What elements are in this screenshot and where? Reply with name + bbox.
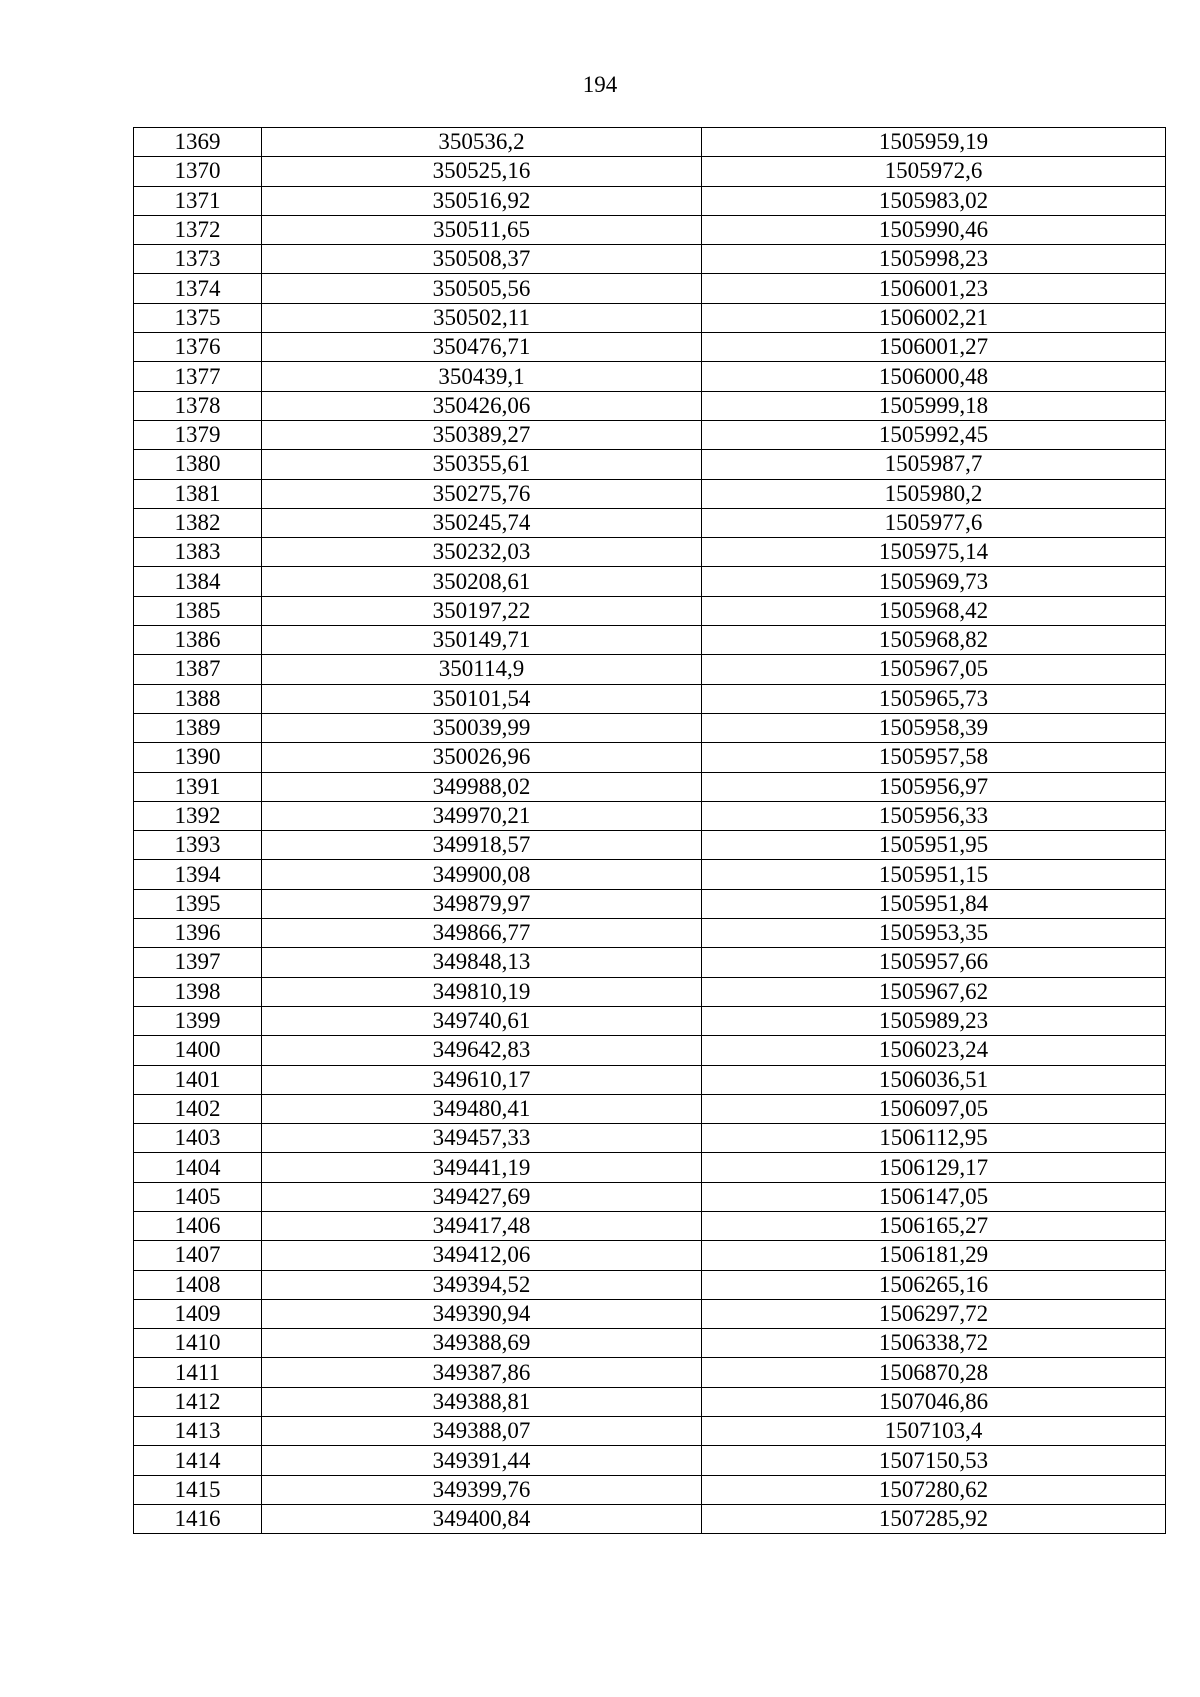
y-coordinate-cell: 1506870,28	[702, 1358, 1166, 1387]
x-coordinate-cell: 349900,08	[262, 860, 702, 889]
point-number-cell: 1413	[134, 1417, 262, 1446]
x-coordinate-cell: 350101,54	[262, 684, 702, 713]
x-coordinate-cell: 350426,06	[262, 391, 702, 420]
point-number-cell: 1396	[134, 919, 262, 948]
y-coordinate-cell: 1505968,82	[702, 626, 1166, 655]
x-coordinate-cell: 350026,96	[262, 743, 702, 772]
point-number-cell: 1397	[134, 948, 262, 977]
table-row	[134, 420, 1166, 449]
point-number-cell: 1389	[134, 713, 262, 742]
x-coordinate-cell: 350232,03	[262, 538, 702, 567]
y-coordinate-cell: 1505992,45	[702, 420, 1166, 449]
x-coordinate-cell: 349417,48	[262, 1211, 702, 1240]
x-coordinate-cell: 349394,52	[262, 1270, 702, 1299]
point-number-cell: 1403	[134, 1124, 262, 1153]
x-coordinate-cell: 350114,9	[262, 655, 702, 684]
x-coordinate-cell: 349879,97	[262, 889, 702, 918]
y-coordinate-cell: 1506000,48	[702, 362, 1166, 391]
y-coordinate-cell: 1505968,42	[702, 596, 1166, 625]
table-row	[134, 626, 1166, 655]
point-number-cell: 1415	[134, 1475, 262, 1504]
point-number-cell: 1401	[134, 1065, 262, 1094]
point-number-cell: 1400	[134, 1036, 262, 1065]
point-number-cell: 1381	[134, 479, 262, 508]
y-coordinate-cell: 1506001,23	[702, 274, 1166, 303]
y-coordinate-cell: 1507103,4	[702, 1417, 1166, 1446]
y-coordinate-cell: 1505951,15	[702, 860, 1166, 889]
x-coordinate-cell: 350245,74	[262, 508, 702, 537]
table-row	[134, 1299, 1166, 1328]
table-row	[134, 713, 1166, 742]
y-coordinate-cell: 1505965,73	[702, 684, 1166, 713]
y-coordinate-cell: 1507280,62	[702, 1475, 1166, 1504]
x-coordinate-cell: 349400,84	[262, 1504, 702, 1533]
table-row	[134, 596, 1166, 625]
y-coordinate-cell: 1505998,23	[702, 245, 1166, 274]
x-coordinate-cell: 350039,99	[262, 713, 702, 742]
point-number-cell: 1392	[134, 801, 262, 830]
table-row	[134, 1358, 1166, 1387]
y-coordinate-cell: 1505969,73	[702, 567, 1166, 596]
table-row	[134, 889, 1166, 918]
x-coordinate-cell: 350197,22	[262, 596, 702, 625]
y-coordinate-cell: 1505999,18	[702, 391, 1166, 420]
x-coordinate-cell: 349388,69	[262, 1329, 702, 1358]
point-number-cell: 1374	[134, 274, 262, 303]
x-coordinate-cell: 350511,65	[262, 215, 702, 244]
x-coordinate-cell: 349988,02	[262, 772, 702, 801]
point-number-cell: 1377	[134, 362, 262, 391]
table-row	[134, 948, 1166, 977]
x-coordinate-cell: 350149,71	[262, 626, 702, 655]
point-number-cell: 1404	[134, 1153, 262, 1182]
y-coordinate-cell: 1505956,97	[702, 772, 1166, 801]
point-number-cell: 1370	[134, 157, 262, 186]
x-coordinate-cell: 349412,06	[262, 1241, 702, 1270]
table-row	[134, 743, 1166, 772]
table-row	[134, 186, 1166, 215]
point-number-cell: 1371	[134, 186, 262, 215]
x-coordinate-cell: 350439,1	[262, 362, 702, 391]
point-number-cell: 1379	[134, 420, 262, 449]
y-coordinate-cell: 1505951,95	[702, 831, 1166, 860]
point-number-cell: 1411	[134, 1358, 262, 1387]
point-number-cell: 1416	[134, 1504, 262, 1533]
x-coordinate-cell: 349642,83	[262, 1036, 702, 1065]
table-row	[134, 1417, 1166, 1446]
x-coordinate-cell: 349970,21	[262, 801, 702, 830]
table-row	[134, 245, 1166, 274]
table-row	[134, 801, 1166, 830]
table-row	[134, 508, 1166, 537]
point-number-cell: 1373	[134, 245, 262, 274]
point-number-cell: 1386	[134, 626, 262, 655]
table-row	[134, 1036, 1166, 1065]
table-row	[134, 303, 1166, 332]
y-coordinate-cell: 1506297,72	[702, 1299, 1166, 1328]
y-coordinate-cell: 1507285,92	[702, 1504, 1166, 1533]
x-coordinate-cell: 349457,33	[262, 1124, 702, 1153]
y-coordinate-cell: 1505977,6	[702, 508, 1166, 537]
table-row	[134, 1475, 1166, 1504]
x-coordinate-cell: 349391,44	[262, 1446, 702, 1475]
x-coordinate-cell: 350275,76	[262, 479, 702, 508]
y-coordinate-cell: 1505983,02	[702, 186, 1166, 215]
point-number-cell: 1409	[134, 1299, 262, 1328]
x-coordinate-cell: 349399,76	[262, 1475, 702, 1504]
point-number-cell: 1372	[134, 215, 262, 244]
y-coordinate-cell: 1506036,51	[702, 1065, 1166, 1094]
x-coordinate-cell: 349390,94	[262, 1299, 702, 1328]
x-coordinate-cell: 350536,2	[262, 128, 702, 157]
table-row	[134, 479, 1166, 508]
y-coordinate-cell: 1505967,05	[702, 655, 1166, 684]
point-number-cell: 1375	[134, 303, 262, 332]
table-row	[134, 684, 1166, 713]
y-coordinate-cell: 1506181,29	[702, 1241, 1166, 1270]
table-row	[134, 655, 1166, 684]
y-coordinate-cell: 1505958,39	[702, 713, 1166, 742]
x-coordinate-cell: 349610,17	[262, 1065, 702, 1094]
point-number-cell: 1378	[134, 391, 262, 420]
point-number-cell: 1383	[134, 538, 262, 567]
y-coordinate-cell: 1505967,62	[702, 977, 1166, 1006]
table-row	[134, 1006, 1166, 1035]
x-coordinate-cell: 349387,86	[262, 1358, 702, 1387]
x-coordinate-cell: 349740,61	[262, 1006, 702, 1035]
coordinates-table	[133, 127, 1166, 1534]
y-coordinate-cell: 1505989,23	[702, 1006, 1166, 1035]
point-number-cell: 1376	[134, 333, 262, 362]
point-number-cell: 1369	[134, 128, 262, 157]
table-row	[134, 1270, 1166, 1299]
y-coordinate-cell: 1505951,84	[702, 889, 1166, 918]
table-row	[134, 362, 1166, 391]
point-number-cell: 1410	[134, 1329, 262, 1358]
x-coordinate-cell: 349441,19	[262, 1153, 702, 1182]
x-coordinate-cell: 350525,16	[262, 157, 702, 186]
point-number-cell: 1402	[134, 1094, 262, 1123]
coordinates-table-body	[134, 128, 1166, 1534]
y-coordinate-cell: 1506002,21	[702, 303, 1166, 332]
y-coordinate-cell: 1506001,27	[702, 333, 1166, 362]
table-row	[134, 860, 1166, 889]
point-number-cell: 1399	[134, 1006, 262, 1035]
x-coordinate-cell: 349848,13	[262, 948, 702, 977]
y-coordinate-cell: 1505972,6	[702, 157, 1166, 186]
y-coordinate-cell: 1506147,05	[702, 1182, 1166, 1211]
table-row	[134, 919, 1166, 948]
y-coordinate-cell: 1505957,58	[702, 743, 1166, 772]
y-coordinate-cell: 1506023,24	[702, 1036, 1166, 1065]
point-number-cell: 1391	[134, 772, 262, 801]
x-coordinate-cell: 350208,61	[262, 567, 702, 596]
table-row	[134, 391, 1166, 420]
table-row	[134, 977, 1166, 1006]
x-coordinate-cell: 349866,77	[262, 919, 702, 948]
x-coordinate-cell: 350508,37	[262, 245, 702, 274]
y-coordinate-cell: 1506112,95	[702, 1124, 1166, 1153]
table-row	[134, 1065, 1166, 1094]
point-number-cell: 1380	[134, 450, 262, 479]
x-coordinate-cell: 349388,81	[262, 1387, 702, 1416]
y-coordinate-cell: 1505959,19	[702, 128, 1166, 157]
x-coordinate-cell: 349480,41	[262, 1094, 702, 1123]
x-coordinate-cell: 349388,07	[262, 1417, 702, 1446]
x-coordinate-cell: 350502,11	[262, 303, 702, 332]
table-row	[134, 1446, 1166, 1475]
x-coordinate-cell: 350389,27	[262, 420, 702, 449]
x-coordinate-cell: 350476,71	[262, 333, 702, 362]
point-number-cell: 1398	[134, 977, 262, 1006]
x-coordinate-cell: 349810,19	[262, 977, 702, 1006]
y-coordinate-cell: 1507046,86	[702, 1387, 1166, 1416]
y-coordinate-cell: 1507150,53	[702, 1446, 1166, 1475]
table-row	[134, 1094, 1166, 1123]
y-coordinate-cell: 1506129,17	[702, 1153, 1166, 1182]
x-coordinate-cell: 350516,92	[262, 186, 702, 215]
y-coordinate-cell: 1505953,35	[702, 919, 1166, 948]
table-row	[134, 1329, 1166, 1358]
point-number-cell: 1395	[134, 889, 262, 918]
point-number-cell: 1405	[134, 1182, 262, 1211]
point-number-cell: 1406	[134, 1211, 262, 1240]
table-row	[134, 1124, 1166, 1153]
point-number-cell: 1388	[134, 684, 262, 713]
point-number-cell: 1385	[134, 596, 262, 625]
y-coordinate-cell: 1505980,2	[702, 479, 1166, 508]
table-row	[134, 538, 1166, 567]
point-number-cell: 1412	[134, 1387, 262, 1416]
table-row	[134, 1504, 1166, 1533]
table-row	[134, 1387, 1166, 1416]
point-number-cell: 1384	[134, 567, 262, 596]
point-number-cell: 1387	[134, 655, 262, 684]
point-number-cell: 1393	[134, 831, 262, 860]
point-number-cell: 1414	[134, 1446, 262, 1475]
table-row	[134, 450, 1166, 479]
y-coordinate-cell: 1505957,66	[702, 948, 1166, 977]
x-coordinate-cell: 349918,57	[262, 831, 702, 860]
x-coordinate-cell: 350505,56	[262, 274, 702, 303]
y-coordinate-cell: 1505990,46	[702, 215, 1166, 244]
table-row	[134, 1153, 1166, 1182]
y-coordinate-cell: 1505975,14	[702, 538, 1166, 567]
table-row	[134, 215, 1166, 244]
y-coordinate-cell: 1506097,05	[702, 1094, 1166, 1123]
table-row	[134, 333, 1166, 362]
point-number-cell: 1390	[134, 743, 262, 772]
y-coordinate-cell: 1505987,7	[702, 450, 1166, 479]
table-row	[134, 1211, 1166, 1240]
point-number-cell: 1408	[134, 1270, 262, 1299]
y-coordinate-cell: 1505956,33	[702, 801, 1166, 830]
table-row	[134, 772, 1166, 801]
y-coordinate-cell: 1506165,27	[702, 1211, 1166, 1240]
point-number-cell: 1382	[134, 508, 262, 537]
x-coordinate-cell: 349427,69	[262, 1182, 702, 1211]
table-row	[134, 1182, 1166, 1211]
y-coordinate-cell: 1506265,16	[702, 1270, 1166, 1299]
table-row	[134, 831, 1166, 860]
point-number-cell: 1407	[134, 1241, 262, 1270]
table-row	[134, 274, 1166, 303]
table-row	[134, 1241, 1166, 1270]
table-row	[134, 157, 1166, 186]
table-row	[134, 567, 1166, 596]
page-number: 194	[582, 72, 618, 97]
point-number-cell: 1394	[134, 860, 262, 889]
table-row	[134, 128, 1166, 157]
y-coordinate-cell: 1506338,72	[702, 1329, 1166, 1358]
x-coordinate-cell: 350355,61	[262, 450, 702, 479]
